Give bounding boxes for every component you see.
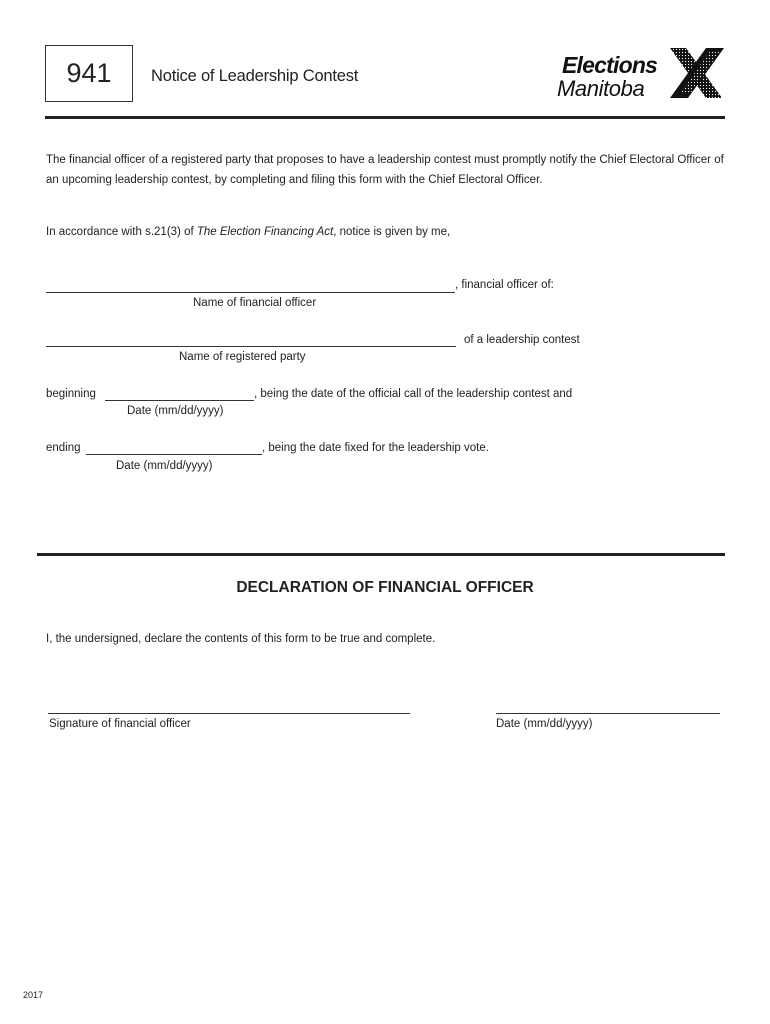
ending-suffix: , being the date fixed for the leadership vote.	[262, 442, 489, 454]
form-year: 2017	[23, 990, 44, 1000]
beginning-caption: Date (mm/dd/yyyy)	[127, 405, 224, 417]
declaration-title: DECLARATION OF FINANCIAL OFFICER	[236, 579, 534, 596]
logo-line2: Manitoba	[557, 76, 645, 101]
ending-date-field[interactable]	[86, 454, 262, 455]
officer-suffix: , financial officer of:	[455, 279, 554, 291]
beginning-label: beginning	[46, 388, 96, 400]
officer-name-field[interactable]	[46, 292, 455, 293]
form-number: 941	[66, 58, 112, 88]
form-title: Notice of Leadership Contest	[151, 67, 359, 85]
ending-label: ending	[46, 442, 81, 454]
intro-paragraph: The financial officer of a registered party that proposes to have a leadership contest must promptly notify the Chief Electoral Officer of an upcoming leadership contest, by completing and filing this form with the Chief Electoral Officer.	[46, 154, 724, 186]
beginning-suffix: , being the date of the official call of the leadership contest and	[254, 388, 573, 400]
declaration-date-caption: Date (mm/dd/yyyy)	[496, 718, 593, 730]
officer-caption: Name of financial officer	[193, 297, 317, 309]
signature-field[interactable]	[48, 713, 410, 714]
accordance-suffix: , notice is given by me,	[333, 226, 451, 238]
party-suffix: of a leadership contest	[464, 334, 580, 346]
header-rule	[45, 116, 725, 119]
logo-line1: Elections	[562, 52, 658, 78]
party-name-field[interactable]	[46, 346, 456, 347]
accordance-statement	[46, 222, 450, 242]
party-caption: Name of registered party	[179, 351, 306, 363]
ending-caption: Date (mm/dd/yyyy)	[116, 460, 213, 472]
section-rule	[37, 553, 725, 556]
act-name: The Election Financing Act	[196, 226, 334, 238]
form-number-box	[45, 45, 133, 102]
accordance-prefix: In accordance with s.21(3) of	[46, 226, 197, 238]
declaration-statement: I, the undersigned, declare the contents of this form to be true and complete.	[46, 633, 436, 645]
signature-caption: Signature of financial officer	[49, 718, 191, 730]
elections-manitoba-x-logo-icon	[666, 48, 726, 98]
declaration-date-field[interactable]	[496, 713, 720, 714]
beginning-date-field[interactable]	[105, 400, 254, 401]
